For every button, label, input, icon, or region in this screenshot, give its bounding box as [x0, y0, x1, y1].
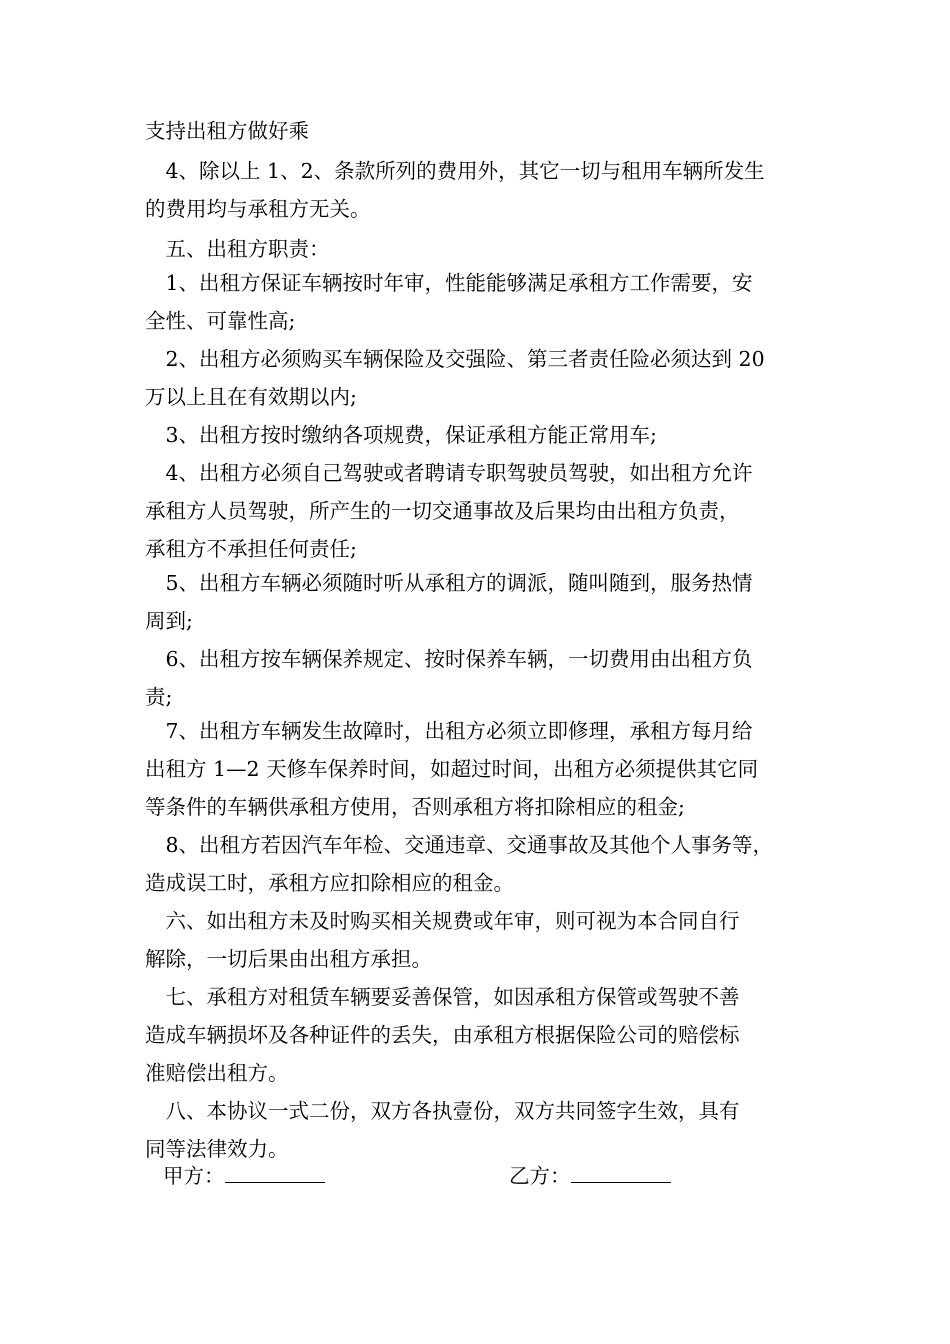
text-line: 造成车辆损坏及各种证件的丢失，由承租方根据保险公司的赔偿标	[145, 1023, 740, 1047]
text-line: 责;	[145, 685, 173, 709]
text-line: 8、出租方若因汽车年检、交通违章、交通事故及其他个人事务等，	[145, 833, 774, 857]
text-line: 6、出租方按车辆保养规定、按时保养车辆，一切费用由出租方负	[145, 647, 753, 671]
text-line: 全性、可靠性高;	[145, 309, 296, 333]
text-line: 解除，一切后果由出租方承担。	[145, 947, 432, 971]
text-line: 4、出租方必须自己驾驶或者聘请专职驾驶员驾驶，如出租方允许	[145, 461, 753, 485]
text-line: 支持出租方做好乘	[145, 119, 309, 143]
text-line: 2、出租方必须购买车辆保险及交强险、第三者责任险必须达到 20	[145, 347, 765, 371]
text-line: 七、承租方对租赁车辆要妥善保管，如因承租方保管或驾驶不善	[145, 985, 740, 1009]
text-line: 准赔偿出租方。	[145, 1061, 289, 1085]
party-b-label: 乙方：	[509, 1164, 571, 1188]
text-line: 3、出租方按时缴纳各项规费，保证承租方能正常用车;	[145, 423, 657, 447]
text-line: 1、出租方保证车辆按时年审，性能能够满足承租方工作需要，安	[145, 271, 753, 295]
text-line: 六、如出租方未及时购买相关规费或年审，则可视为本合同自行	[145, 909, 740, 933]
text-line: 造成误工时，承租方应扣除相应的租金。	[145, 871, 514, 895]
party-b-signature	[509, 1162, 671, 1189]
text-line: 等条件的车辆供承租方使用，否则承租方将扣除相应的租金;	[145, 795, 685, 819]
text-line: 出租方 1—2 天修车保养时间，如超过时间，出租方必须提供其它同	[145, 757, 759, 781]
text-line: 4、除以上 1、2、条款所列的费用外，其它一切与租用车辆所发生	[145, 159, 765, 183]
text-line: 承租方人员驾驶，所产生的一切交通事故及后果均由出租方负责，	[145, 499, 740, 523]
text-line: 五、出租方职责：	[145, 237, 330, 261]
text-line: 周到;	[145, 609, 193, 633]
party-a-label: 甲方：	[163, 1164, 225, 1188]
text-line: 同等法律效力。	[145, 1137, 289, 1161]
party-a-signature	[163, 1162, 325, 1189]
text-line: 万以上且在有效期以内;	[145, 385, 357, 409]
text-line: 承租方不承担任何责任;	[145, 537, 357, 561]
text-line: 的费用均与承租方无关。	[145, 197, 371, 221]
party-a-signature-blank	[225, 1162, 325, 1183]
text-line: 7、出租方车辆发生故障时，出租方必须立即修理，承租方每月给	[145, 719, 753, 743]
text-line: 八、本协议一式二份，双方各执壹份，双方共同签字生效，具有	[145, 1099, 740, 1123]
party-b-signature-blank	[571, 1162, 671, 1183]
text-line: 5、出租方车辆必须随时听从承租方的调派，随叫随到，服务热情	[145, 571, 753, 595]
